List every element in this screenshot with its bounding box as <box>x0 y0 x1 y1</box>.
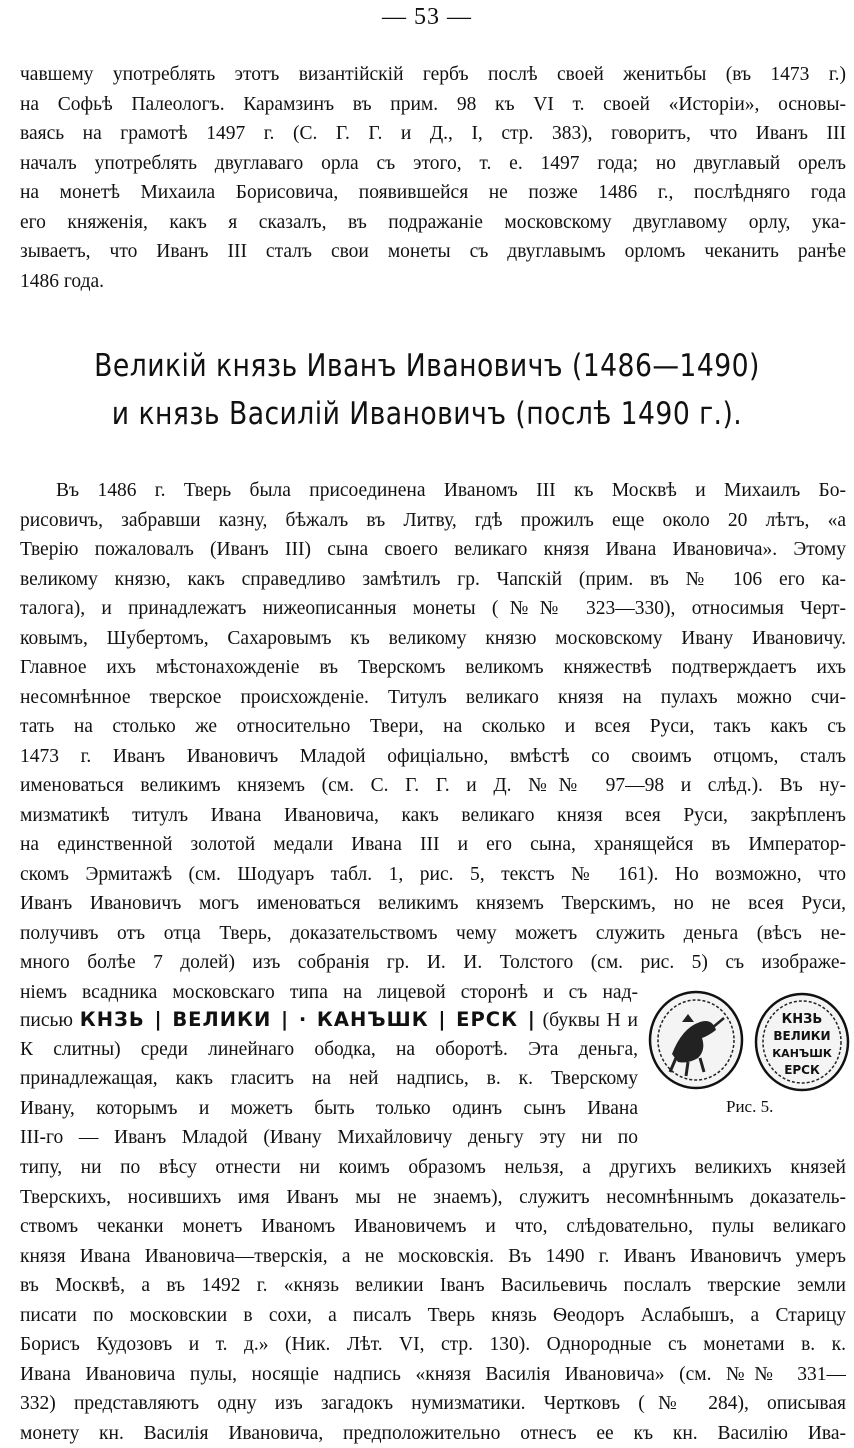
text-line: великому князю, какъ справедливо замѣтилъ гр. Чапскій (прим. въ № 106 его ка- <box>20 568 846 590</box>
inscription-line <box>20 1005 638 1035</box>
inscription-prefix: писью <box>20 1010 80 1031</box>
text-line: на монетѣ Михаила Борисовича, появившейся не позже 1486 г., послѣдняго года <box>20 182 846 203</box>
main-paragraph-bottom <box>20 1153 846 1448</box>
text-line: Тверскихъ, носившихъ имя Иванъ мы не знаемъ), служитъ несомнѣннымъ доказатель- <box>20 1186 846 1208</box>
top-paragraph <box>20 60 846 296</box>
text-line: скомъ Эрмитажѣ (см. Шодуаръ табл. 1, рис. 5, текстъ № 161). Но возможно, что <box>20 863 846 885</box>
coin-legend-line: ЕРСК <box>784 1063 820 1077</box>
text-line: зываетъ, что Иванъ III сталъ свои монеты съ двуглавымъ орломъ чеканить ранѣе <box>20 241 846 262</box>
text-line: мизматикѣ титулъ Ивана Ивановича, какъ великаго князя всея Руси, закрѣпленъ <box>20 804 846 826</box>
text-line: Главное ихъ мѣстонахожденіе въ Тверскомъ великомъ княжествѣ подтверждаетъ ихъ <box>20 657 846 678</box>
page-number: — 53 — <box>382 4 472 30</box>
text-line: въ Москвѣ, а въ 1492 г. «князь великии Іванъ Васильевичь послалъ тверские земли <box>20 1275 846 1296</box>
text-line: Борисъ Кудозовъ и т. д.» (Ник. Лѣт. VI, стр. 130). Однородные съ монетами в. к. <box>20 1334 846 1355</box>
text-line: Иванъ Ивановичъ могъ именоваться великимъ княземъ Тверскимъ, но не всея Руси, <box>20 893 846 914</box>
text-line: ковымъ, Шубертомъ, Сахаровымъ къ великому князю московскому Ивану Ивановичу. <box>20 627 846 649</box>
coin-illustration <box>642 988 854 1098</box>
text-line: получивъ отъ отца Тверь, доказательствомъ чему можетъ служить деньга (вѣсъ не- <box>20 922 846 944</box>
section-heading-line-2: и князь Василій Ивановичъ (послѣ 1490 г.). <box>111 396 743 432</box>
text-line: именоваться великимъ княземъ (см. С. Г. Г. и Д. №№ 97—98 и слѣд.). Въ ну- <box>20 775 846 796</box>
coin-reverse <box>756 994 848 1090</box>
inscription-suffix: (буквы Н и <box>535 1010 638 1031</box>
text-line: К слитны) среди линейнаго ободка, на оборотѣ. Эта деньга, <box>20 1038 638 1060</box>
text-line: чавшему употреблять этотъ византійскій гербъ послѣ своей женитьбы (въ 1473 г.) <box>20 64 846 85</box>
text-line: писати по московскии в сохи, а писалъ Тверь князь Ѳеодоръ Аслабышъ, а Старицу <box>20 1304 846 1326</box>
text-line: III-го — Иванъ Младой (Ивану Михайловичу деньгу эту ни по <box>20 1127 638 1148</box>
text-line: ваясь на грамотѣ 1497 г. (С. Г. Г. и Д., I, стр. 383), говоритъ, что Иванъ III <box>20 123 846 144</box>
text-line: началъ употреблять двуглаваго орла съ этого, т. е. 1497 года; но двуглавый орелъ <box>20 152 846 174</box>
text-line: монету кн. Василія Ивановича, предположительно отнесъ ее къ кн. Василію Ива- <box>20 1422 846 1444</box>
inscription-legend: КНЗЬ | ВЕЛИКИ | · КАНЪШК | ЕРСК | <box>79 1008 536 1031</box>
section-heading-line-1: Великій князь Иванъ Ивановичъ (1486—1490) <box>94 348 760 384</box>
text-line: Тверію пожаловалъ (Иванъ III) сына своего великаго князя Ивана Ивановича». Этому <box>20 539 846 560</box>
text-line: ніемъ всадника московскаго типа на лицевой сторонѣ и съ над- <box>20 981 638 1003</box>
text-line: Въ 1486 г. Тверь была присоединена Иваномъ III къ Москвѣ и Михаилъ Бо- <box>56 480 846 501</box>
coin-obverse <box>650 992 742 1088</box>
main-paragraph-top <box>20 476 846 1007</box>
text-line: Ивана Ивановича пулы, носящіе надпись «князя Василія Ивановича» (см. №№ 331— <box>20 1363 846 1385</box>
text-line: на Софьѣ Палеологъ. Карамзинъ въ прим. 98 къ VI т. своей «Исторіи», основы- <box>20 93 846 115</box>
text-line: типу, ни по вѣсу отнести ни коимъ образомъ нельзя, а другихъ великихъ князей <box>20 1157 846 1178</box>
figure-caption: Рис. 5. <box>726 1097 774 1116</box>
text-line: на единственной золотой медали Ивана III и его сына, хранящейся въ Император- <box>20 834 846 855</box>
text-line: рисовичъ, забравши казну, бѣжалъ въ Литву, гдѣ прожилъ еще около 20 лѣтъ, «а <box>20 509 846 531</box>
text-line: 1473 г. Иванъ Ивановичъ Младой офиціально, вмѣстѣ со своимъ отцомъ, сталъ <box>20 745 846 767</box>
text-line: 332) представляютъ одну изъ загадокъ нумизматики. Чертковъ (№ 284), описывая <box>20 1393 846 1414</box>
text-line: талога), и принадлежатъ нижеописанныя монеты (№№ 323—330), относимыя Черт- <box>20 598 846 619</box>
text-line: тать на столько же относительно Твери, на сколько и всея Руси, такъ какъ съ <box>20 716 846 737</box>
narrow-column <box>20 1005 638 1153</box>
coin-legend-line: КАНЪШК <box>772 1047 832 1060</box>
text-line: его княженія, какъ я сказалъ, въ подражаніе московскому двуглавому орлу, ука- <box>20 211 846 233</box>
text-line: принадлежащая, какъ гласитъ на ней надпись, в. к. Тверскому <box>20 1068 638 1089</box>
coin-legend-line: ВЕЛИКИ <box>773 1029 831 1043</box>
text-line: 1486 года. <box>20 270 105 292</box>
text-line: ствомъ чеканки монетъ Иваномъ Ивановичемъ и что, слѣдовательно, пулы великаго <box>20 1216 846 1237</box>
text-line: князя Ивана Ивановича—тверскія, а не московскія. Въ 1490 г. Иванъ Ивановичъ умеръ <box>20 1245 846 1267</box>
text-line: Ивану, которымъ и можетъ быть только одинъ сынъ Ивана <box>20 1097 638 1119</box>
text-line: несомнѣнное тверское происхожденіе. Титулъ великаго князя на пулахъ можно счи- <box>20 686 846 708</box>
coin-legend-line: КНЗЬ <box>781 1012 823 1027</box>
text-line: много болѣе 7 долей) изъ собранія гр. И. И. Толстого (см. рис. 5) съ изображе- <box>20 952 846 973</box>
